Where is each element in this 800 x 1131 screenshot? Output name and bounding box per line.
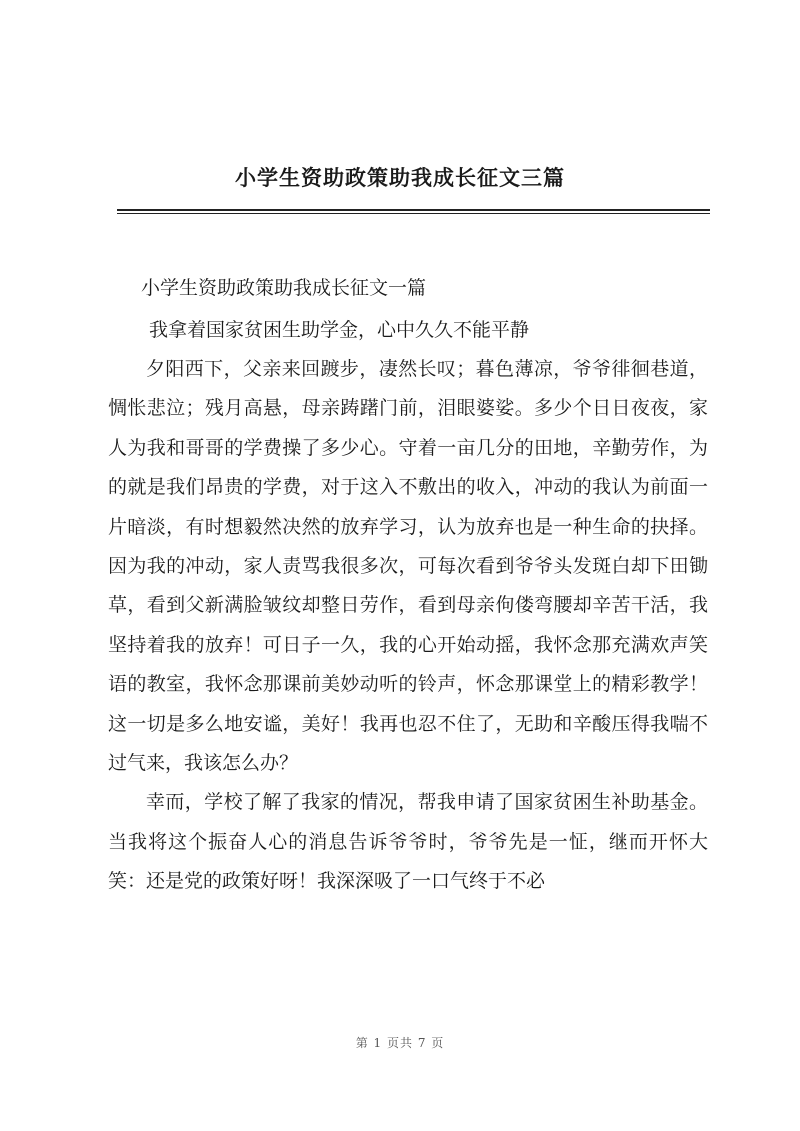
section-title: 小学生资助政策助我成长征文一篇 [141,277,427,299]
title-divider [117,209,710,214]
essay-heading: 我拿着国家贫困生助学金，心中久久不能平静 [149,319,530,341]
page-footer: 第 1 页共 7 页 [355,1036,445,1050]
body-paragraph: 幸而，学校了解了我家的情况，帮我申请了国家贫困生补助基金。当我将这个振奋人心的消息告诉爷爷时，爷爷先是一怔，继而开怀大笑：还是党的政策好呀！我深深吸了一口气终于不必 [108,791,708,893]
body-paragraph: 夕阳西下，父亲来回踱步，凄然长叹；暮色薄凉，爷爷徘徊巷道，惆怅悲泣；残月高悬，母亲踌躇门前，泪眼婆娑。多少个日日夜夜，家人为我和哥哥的学费操了多少心。守着一亩几分的田地，辛勤劳作，为的就是我们昂贵的学费，对于这入不敷出的收入，冲动的我认为前面一片暗淡，有时想毅然决然的放弃学习，认为放弃也是一种生命的抉择。因为我的冲动，家人责骂我很多次，可每次看到爷爷头发斑白却下田锄草，看到父新满脸皱纹却整日劳作，看到母亲佝偻弯腰却辛苦干活，我坚持着我的放弃！可日子一久，我的心开始动摇，我怀念那充满欢声笑语的教室，我怀念那课前美妙动听的铃声，怀念那课堂上的精彩教学！这一切是多么地安谧，美好！我再也忍不住了，无助和辛酸压得我喘不过气来，我该怎么办？ [108,358,708,775]
document-title: 小学生资助政策助我成长征文三篇 [235,165,565,190]
essay-body [108,350,708,902]
